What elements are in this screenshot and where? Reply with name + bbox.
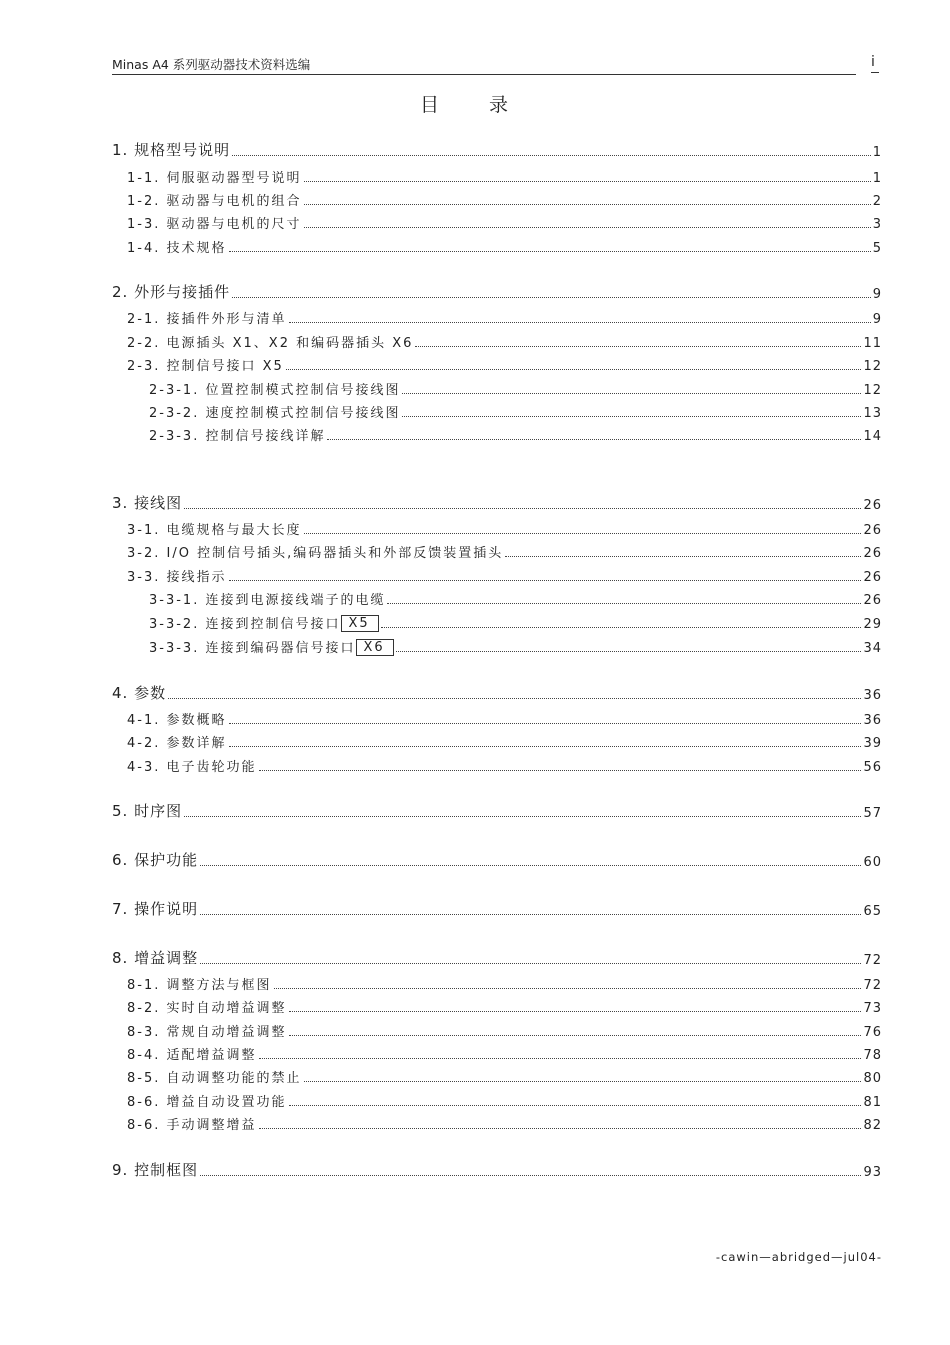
doc-title: Minas A4 系列驱动器技术资料选编 [112,57,311,72]
toc-entry[interactable] [127,329,882,351]
toc-entry[interactable] [127,729,882,751]
toc-page-number: 12 [863,383,882,398]
toc-page-number: 56 [863,760,882,775]
toc-entry[interactable] [149,376,882,398]
toc-entry-label: 3-1. 电缆规格与最大长度 [127,523,302,538]
toc-entry-label: 3-3-1. 连接到电源接线端子的电缆 [149,593,386,608]
toc-entry-label: 2-1. 接插件外形与清单 [127,312,287,327]
toc-leader-dots [229,251,871,252]
toc-page-number: 12 [863,359,882,374]
toc-entry-label: 1-1. 伺服驱动器型号说明 [127,171,302,186]
toc-page-number: 26 [863,570,882,585]
toc-page-number: 1 [872,145,882,160]
toc-entry-label: 1-2. 驱动器与电机的组合 [127,194,302,209]
toc-page-number: 72 [863,978,882,993]
toc-leader-dots [200,1175,861,1176]
toc-leader-dots [184,816,861,817]
toc-leader-dots [304,204,871,205]
toc-page-number: 26 [863,546,882,561]
toc-page-number: 14 [863,429,882,444]
toc-entry[interactable] [149,610,882,632]
toc-page-number: 26 [863,498,882,513]
toc-leader-dots [232,155,871,156]
toc-entry[interactable] [127,210,882,232]
toc-entry[interactable] [112,897,882,919]
toc-entry[interactable] [149,634,882,656]
toc-title: 目 录 [419,94,531,116]
toc-entry-label: 8. 增益调整 [112,949,199,967]
toc-entry[interactable] [127,1041,882,1063]
toc-leader-dots [402,393,861,394]
toc-page-number: 93 [863,1165,882,1180]
toc-entry[interactable] [127,971,882,993]
toc-entry[interactable] [127,753,882,775]
toc-leader-dots [200,914,861,915]
toc-entry[interactable] [112,1158,882,1180]
toc-entry[interactable] [127,1088,882,1110]
toc-leader-dots [289,1035,862,1036]
toc-leader-dots [381,627,862,628]
toc-entry-label: 2-3-2. 速度控制模式控制信号接线图 [149,406,401,421]
toc-entry-label: 2-3. 控制信号接口 X5 [127,359,284,374]
toc-entry[interactable] [127,234,882,256]
toc-entry[interactable] [112,848,882,870]
toc-entry[interactable] [127,352,882,374]
toc-page-number: 13 [863,406,882,421]
toc-leader-dots [387,603,861,604]
toc-entry[interactable] [127,1064,882,1086]
toc-entry-boxed-label: X5 [341,615,378,632]
toc-leader-dots [505,556,861,557]
toc-entry-label: 9. 控制框图 [112,1161,199,1179]
toc-entry-label: 1. 规格型号说明 [112,141,231,159]
toc-entry-label: 2-2. 电源插头 X1、X2 和编码器插头 X6 [127,336,414,351]
toc-leader-dots [200,963,861,964]
toc-entry[interactable] [127,1111,882,1133]
toc-page-number: 39 [863,736,882,751]
toc-leader-dots [327,439,861,440]
toc-entry-boxed-label: X6 [356,639,393,656]
toc-leader-dots [415,346,861,347]
toc-entry[interactable] [112,280,882,302]
toc-leader-dots [168,698,861,699]
toc-entry[interactable] [112,946,882,968]
toc-entry-label: 4-1. 参数概略 [127,713,227,728]
toc-page-number: 3 [872,217,882,232]
toc-page-number: 65 [863,904,882,919]
toc-leader-dots [304,227,871,228]
toc-leader-dots [200,865,861,866]
toc-page-number: 9 [872,287,882,302]
toc-leader-dots [229,723,862,724]
toc-entry-label: 6. 保护功能 [112,851,199,869]
toc-entry[interactable] [112,491,882,513]
toc-page-number: 72 [863,953,882,968]
toc-entry-label: 8-1. 调整方法与框图 [127,978,272,993]
toc-entry[interactable] [127,305,882,327]
toc-entry-label: 8-3. 常规自动增益调整 [127,1025,287,1040]
toc-leader-dots [229,746,862,747]
toc-entry-label: 8-4. 适配增益调整 [127,1048,257,1063]
toc-page-number: 34 [863,641,882,656]
toc-page-number: 57 [863,806,882,821]
toc-page-number: 1 [872,171,882,186]
toc-entry-label: 1-4. 技术规格 [127,241,227,256]
toc-entry-label: 1-3. 驱动器与电机的尺寸 [127,217,302,232]
toc-page-number: 82 [863,1118,882,1133]
toc-leader-dots [304,1081,862,1082]
toc-page-number: 36 [863,713,882,728]
toc-page-number: 78 [863,1048,882,1063]
toc-entry-label: 4-2. 参数详解 [127,736,227,751]
toc-page-number: 5 [872,241,882,256]
toc-entry-label: 4. 参数 [112,684,167,702]
toc-entry-label: 7. 操作说明 [112,900,199,918]
toc-leader-dots [286,369,862,370]
page-number: i [871,54,875,70]
toc-entry[interactable] [127,187,882,209]
toc-entry-label: 4-3. 电子齿轮功能 [127,760,257,775]
toc-entry[interactable] [127,1018,882,1040]
toc-leader-dots [259,1058,862,1059]
toc-entry[interactable] [149,586,882,608]
toc-entry[interactable] [127,563,882,585]
toc-page-number: 80 [863,1071,882,1086]
toc-leader-dots [396,651,862,652]
toc-entry[interactable] [127,994,882,1016]
toc-page-number: 2 [872,194,882,209]
toc-leader-dots [289,1011,862,1012]
toc-leader-dots [229,580,862,581]
toc-leader-dots [289,1105,862,1106]
toc-entry[interactable] [127,706,882,728]
toc-entry-label: 3-3. 接线指示 [127,570,227,585]
toc-page-number: 26 [863,593,882,608]
toc-entry[interactable] [149,422,882,444]
toc-entry-label: 3-3-3. 连接到编码器信号接口 [149,641,356,656]
toc-page-number: 36 [863,688,882,703]
toc-entry[interactable] [127,164,882,186]
toc-entry[interactable] [112,138,882,160]
toc-entry-label: 2-3-3. 控制信号接线详解 [149,429,326,444]
toc-page-number: 26 [863,523,882,538]
toc-leader-dots [274,988,862,989]
footer-text: -cawin—abridged—jul04- [715,1250,882,1264]
toc-entry-label: 3-2. I/O 控制信号插头,编码器插头和外部反馈装置插头 [127,546,504,561]
toc-leader-dots [259,770,862,771]
toc-page-number: 81 [863,1095,882,1110]
toc-entry[interactable] [127,539,882,561]
toc-entry[interactable] [112,681,882,703]
toc-leader-dots [304,533,862,534]
toc-leader-dots [184,508,861,509]
toc-leader-dots [259,1128,862,1129]
toc-page-number: 9 [872,312,882,327]
toc-entry[interactable] [149,399,882,421]
toc-leader-dots [304,181,871,182]
toc-page-number: 76 [863,1025,882,1040]
toc-entry-label: 5. 时序图 [112,802,183,820]
toc-entry-label: 8-2. 实时自动增益调整 [127,1001,287,1016]
toc-entry-label: 8-5. 自动调整功能的禁止 [127,1071,302,1086]
toc-entry-label: 3. 接线图 [112,494,183,512]
toc-page-number: 29 [863,617,882,632]
toc-leader-dots [232,297,871,298]
toc-leader-dots [289,322,871,323]
toc-entry[interactable] [112,799,882,821]
toc-page-number: 60 [863,855,882,870]
toc-entry[interactable] [127,516,882,538]
toc-page-number: 11 [863,336,882,351]
toc-entry-label: 2-3-1. 位置控制模式控制信号接线图 [149,383,401,398]
toc-entry-label: 3-3-2. 连接到控制信号接口 [149,617,341,632]
toc-entry-label: 8-6. 增益自动设置功能 [127,1095,287,1110]
toc-entry-label: 2. 外形与接插件 [112,283,231,301]
toc-entry-label: 8-6. 手动调整增益 [127,1118,257,1133]
toc-page-number: 73 [863,1001,882,1016]
toc-leader-dots [402,416,861,417]
